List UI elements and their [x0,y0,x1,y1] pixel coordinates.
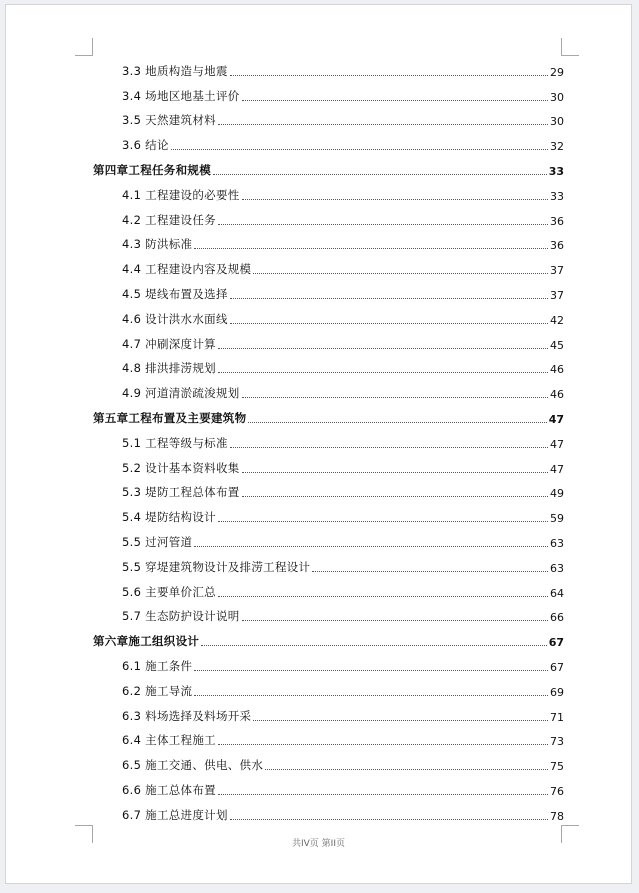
toc-entry-title: 4.8 排洪排涝规划 [122,361,216,376]
toc-entry-page-number: 30 [550,115,564,129]
toc-entry-title: 6.3 料场选择及料场开采 [122,708,252,723]
toc-section-entry[interactable] [93,376,564,401]
toc-section-entry[interactable] [93,451,564,476]
toc-dot-leader [194,247,548,249]
toc-entry-title: 4.9 河道清淤疏浚规划 [122,386,240,401]
toc-entry-page-number: 69 [550,685,564,699]
toc-entry-title: 5.7 生态防护设计说明 [122,609,240,624]
toc-section-entry[interactable] [93,699,564,724]
toc-dot-leader [230,297,548,299]
toc-entry-title: 第四章工程任务和规模 [93,162,211,177]
toc-dot-leader [230,74,548,76]
toc-dot-leader [242,471,548,473]
toc-entry-title: 6.7 施工总进度计划 [122,807,228,822]
toc-section-entry[interactable] [93,426,564,451]
toc-dot-leader [253,272,548,274]
toc-dot-leader [194,545,548,547]
toc-dot-leader [265,768,548,770]
toc-chapter-entry[interactable] [93,401,564,426]
toc-entry-page-number: 66 [550,611,564,625]
toc-dot-leader [201,644,546,646]
toc-entry-page-number: 45 [550,338,564,352]
toc-entry-page-number: 42 [550,313,564,327]
toc-dot-leader [218,595,548,597]
toc-chapter-entry[interactable] [93,624,564,649]
toc-entry-title: 4.1 工程建设的必要性 [122,187,240,202]
toc-section-entry[interactable] [93,476,564,501]
toc-section-entry[interactable] [93,252,564,277]
toc-dot-leader [194,694,548,696]
toc-dot-leader [230,322,548,324]
toc-section-entry[interactable] [93,79,564,104]
toc-entry-page-number: 59 [550,512,564,526]
toc-chapter-entry[interactable] [93,153,564,178]
toc-entry-page-number: 64 [550,586,564,600]
toc-section-entry[interactable] [93,649,564,674]
toc-dot-leader [242,495,548,497]
toc-section-entry[interactable] [93,327,564,352]
toc-dot-leader [171,148,548,150]
toc-entry-page-number: 30 [550,90,564,104]
toc-entry-title: 5.1 工程等级与标准 [122,435,228,450]
toc-entry-page-number: 32 [550,140,564,154]
toc-entry-page-number: 36 [550,239,564,253]
toc-section-entry[interactable] [93,178,564,203]
toc-entry-title: 4.3 防洪标准 [122,237,193,252]
toc-section-entry[interactable] [93,302,564,327]
toc-entry-page-number: 49 [550,487,564,501]
toc-entry-page-number: 47 [550,437,564,451]
toc-entry-title: 4.7 冲刷深度计算 [122,336,216,351]
toc-entry-title: 3.5 天然建筑材料 [122,113,216,128]
toc-entry-page-number: 73 [550,735,564,749]
toc-section-entry[interactable] [93,748,564,773]
toc-section-entry[interactable] [93,798,564,823]
toc-entry-title: 6.5 施工交通、供电、供水 [122,758,264,773]
toc-entry-page-number: 47 [548,412,564,426]
toc-section-entry[interactable] [93,575,564,600]
toc-entry-title: 3.4 场地区地基土评价 [122,88,240,103]
toc-entry-title: 5.4 堤防结构设计 [122,510,216,525]
toc-entry-page-number: 36 [550,214,564,228]
toc-dot-leader [218,223,548,225]
toc-dot-leader [230,446,548,448]
toc-dot-leader [218,520,548,522]
document-page [5,4,632,884]
page-footer: 共IV页 第II页 [292,839,345,849]
toc-section-entry[interactable] [93,674,564,699]
toc-section-entry[interactable] [93,228,564,253]
toc-section-entry[interactable] [93,773,564,798]
toc-section-entry[interactable] [93,500,564,525]
toc-entry-title: 5.6 主要单价汇总 [122,584,216,599]
toc-dot-leader [218,371,548,373]
toc-section-entry[interactable] [93,203,564,228]
toc-section-entry[interactable] [93,352,564,377]
toc-dot-leader [242,99,548,101]
toc-entry-page-number: 71 [550,710,564,724]
toc-entry-page-number: 76 [550,784,564,798]
toc-entry-title: 4.5 堤线布置及选择 [122,286,228,301]
toc-dot-leader [218,793,548,795]
toc-entry-title: 6.4 主体工程施工 [122,733,216,748]
toc-dot-leader [242,396,548,398]
toc-section-entry[interactable] [93,724,564,749]
toc-entry-title: 4.4 工程建设内容及规模 [122,262,252,277]
toc-entry-page-number: 78 [550,809,564,823]
toc-entry-page-number: 63 [550,561,564,575]
toc-entry-title: 3.6 结论 [122,138,169,153]
toc-dot-leader [218,743,548,745]
toc-entry-title: 3.3 地质构造与地震 [122,63,228,78]
toc-entry-page-number: 33 [550,189,564,203]
toc-entry-title: 6.1 施工条件 [122,658,193,673]
toc-dot-leader [218,123,548,125]
toc-entry-page-number: 29 [550,65,564,79]
toc-dot-leader [312,570,548,572]
toc-entry-title: 第六章施工组织设计 [93,634,200,649]
toc-dot-leader [253,719,548,721]
toc-entry-page-number: 63 [550,536,564,550]
toc-entry-title: 5.3 堤防工程总体布置 [122,485,240,500]
toc-section-entry[interactable] [93,54,564,79]
toc-entry-title: 6.2 施工导流 [122,683,193,698]
toc-entry-page-number: 46 [550,388,564,402]
toc-dot-leader [248,421,546,423]
crop-mark-top-left [75,38,93,56]
toc-section-entry[interactable] [93,104,564,129]
toc-dot-leader [230,818,548,820]
toc-entry-page-number: 47 [550,462,564,476]
table-of-contents [93,54,564,823]
toc-section-entry[interactable] [93,525,564,550]
toc-entry-title: 6.6 施工总体布置 [122,782,216,797]
toc-section-entry[interactable] [93,550,564,575]
toc-entry-title: 5.2 设计基本资料收集 [122,460,240,475]
toc-entry-title: 4.6 设计洪水水面线 [122,311,228,326]
toc-entry-title: 4.2 工程建设任务 [122,212,216,227]
toc-entry-title: 5.5 过河管道 [122,534,193,549]
toc-section-entry[interactable] [93,128,564,153]
toc-entry-page-number: 33 [548,164,564,178]
toc-section-entry[interactable] [93,600,564,625]
toc-entry-title: 第五章工程布置及主要建筑物 [93,410,247,425]
toc-entry-page-number: 67 [550,660,564,674]
toc-section-entry[interactable] [93,277,564,302]
toc-entry-page-number: 37 [550,288,564,302]
toc-entry-page-number: 46 [550,363,564,377]
toc-entry-page-number: 75 [550,760,564,774]
toc-dot-leader [213,173,547,175]
toc-dot-leader [218,347,548,349]
toc-entry-title: 5.5 穿堤建筑物设计及排涝工程设计 [122,559,311,574]
toc-dot-leader [194,669,548,671]
toc-dot-leader [242,198,548,200]
toc-dot-leader [242,619,548,621]
toc-entry-page-number: 37 [550,264,564,278]
toc-entry-page-number: 67 [548,636,564,650]
